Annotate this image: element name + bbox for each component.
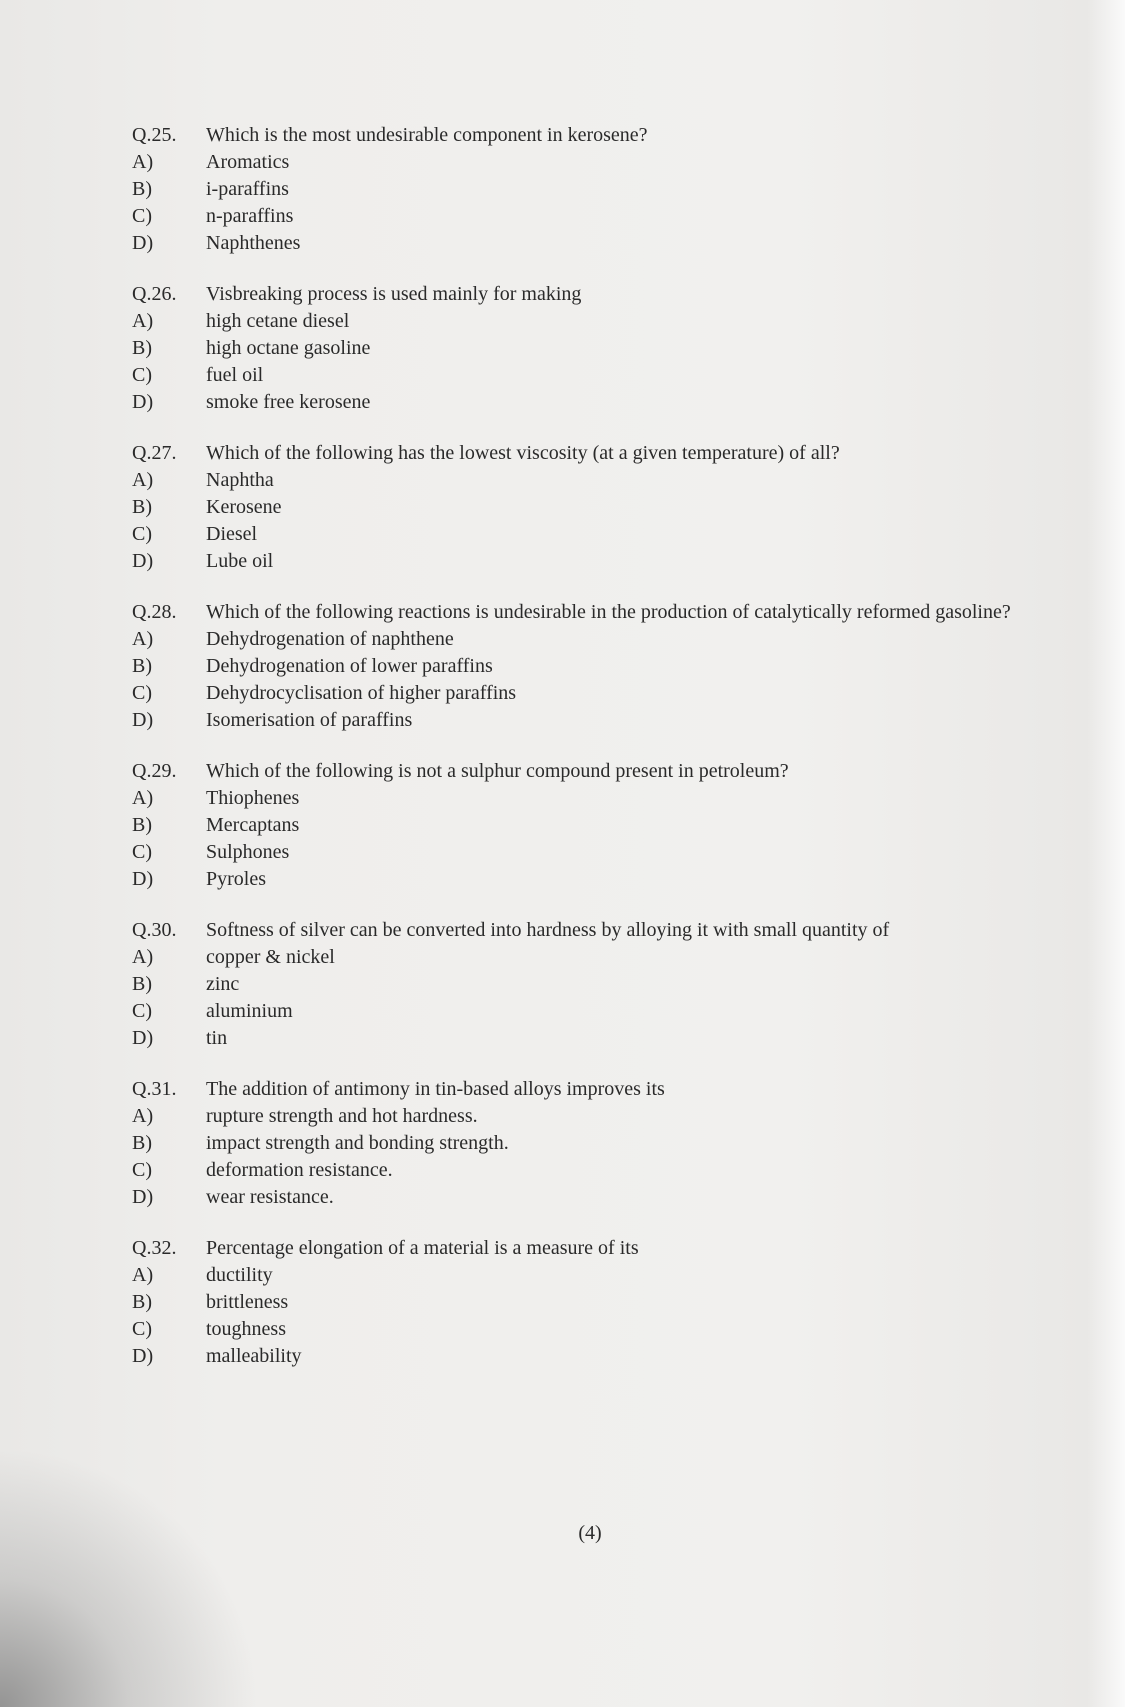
option-c (132, 521, 1082, 548)
option-a (132, 149, 1082, 176)
question-stem (132, 599, 1082, 626)
option-letter: C) (132, 205, 152, 227)
page-edge-highlight (1087, 0, 1125, 1707)
option-b (132, 176, 1082, 203)
option-text: fuel oil (206, 364, 264, 386)
option-text: smoke free kerosene (206, 391, 371, 413)
option-d (132, 1184, 1082, 1211)
option-letter: B) (132, 1291, 152, 1313)
option-a (132, 1103, 1082, 1130)
question-30 (132, 917, 1082, 1052)
option-text: ductility (206, 1264, 273, 1286)
question-31 (132, 1076, 1082, 1211)
question-number: Q.26. (132, 283, 177, 305)
option-text: high octane gasoline (206, 337, 371, 359)
option-letter: C) (132, 682, 152, 704)
option-a (132, 1262, 1082, 1289)
question-number: Q.31. (132, 1078, 177, 1100)
question-number: Q.25. (132, 124, 177, 146)
page-number: (4) (578, 1522, 602, 1544)
question-number: Q.30. (132, 919, 177, 941)
option-letter: C) (132, 1000, 152, 1022)
question-stem (132, 440, 1082, 467)
question-25 (132, 122, 1082, 257)
option-letter: A) (132, 628, 154, 650)
option-letter: C) (132, 841, 152, 863)
option-text: i-paraffins (206, 178, 289, 200)
option-letter: A) (132, 469, 154, 491)
option-text: impact strength and bonding strength. (206, 1132, 509, 1154)
question-number: Q.27. (132, 442, 177, 464)
option-d (132, 1025, 1082, 1052)
question-26 (132, 281, 1082, 416)
option-letter: D) (132, 1345, 154, 1367)
option-c (132, 1157, 1082, 1184)
option-b (132, 971, 1082, 998)
option-c (132, 203, 1082, 230)
option-letter: D) (132, 709, 154, 731)
question-stem (132, 758, 1082, 785)
option-c (132, 839, 1082, 866)
option-d (132, 548, 1082, 575)
option-b (132, 494, 1082, 521)
option-text: brittleness (206, 1291, 289, 1313)
option-text: Dehydrogenation of lower paraffins (206, 655, 493, 677)
option-letter: D) (132, 1027, 154, 1049)
option-letter: D) (132, 868, 154, 890)
question-29 (132, 758, 1082, 893)
question-27 (132, 440, 1082, 575)
question-stem (132, 917, 1082, 944)
option-text: rupture strength and hot hardness. (206, 1105, 478, 1127)
question-list (132, 122, 1082, 1394)
option-text: copper & nickel (206, 946, 335, 968)
option-b (132, 812, 1082, 839)
option-letter: A) (132, 1105, 154, 1127)
option-b (132, 1130, 1082, 1157)
option-b (132, 1289, 1082, 1316)
option-letter: B) (132, 496, 152, 518)
option-text: high cetane diesel (206, 310, 350, 332)
question-text: Softness of silver can be converted into hardness by alloying it with small quantity of (206, 919, 890, 941)
option-c (132, 362, 1082, 389)
question-number: Q.32. (132, 1237, 177, 1259)
option-d (132, 230, 1082, 257)
option-text: Dehydrogenation of naphthene (206, 628, 454, 650)
option-a (132, 467, 1082, 494)
option-text: n-paraffins (206, 205, 294, 227)
option-text: Dehydrocyclisation of higher paraffins (206, 682, 517, 704)
option-text: tin (206, 1027, 228, 1049)
option-a (132, 944, 1082, 971)
question-32 (132, 1235, 1082, 1370)
option-text: Naphthenes (206, 232, 301, 254)
question-text: Which of the following has the lowest viscosity (at a given temperature) of all? (206, 442, 840, 464)
option-letter: A) (132, 946, 154, 968)
option-letter: B) (132, 1132, 152, 1154)
scan-corner-shadow (0, 1447, 260, 1707)
option-text: Diesel (206, 523, 258, 545)
question-text: Which of the following is not a sulphur compound present in petroleum? (206, 760, 789, 782)
option-b (132, 653, 1082, 680)
option-text: Lube oil (206, 550, 274, 572)
question-text: Visbreaking process is used mainly for making (206, 283, 582, 305)
question-number: Q.28. (132, 601, 177, 623)
question-stem (132, 122, 1082, 149)
option-letter: C) (132, 1159, 152, 1181)
option-d (132, 707, 1082, 734)
option-c (132, 1316, 1082, 1343)
option-letter: A) (132, 1264, 154, 1286)
option-letter: D) (132, 232, 154, 254)
question-text: The addition of antimony in tin-based alloys improves its (206, 1078, 665, 1100)
option-text: wear resistance. (206, 1186, 334, 1208)
question-number: Q.29. (132, 760, 177, 782)
option-letter: A) (132, 787, 154, 809)
option-d (132, 866, 1082, 893)
option-letter: D) (132, 1186, 154, 1208)
option-text: Kerosene (206, 496, 282, 518)
question-stem (132, 281, 1082, 308)
option-letter: C) (132, 1318, 152, 1340)
question-28 (132, 599, 1082, 734)
option-text: Pyroles (206, 868, 266, 890)
option-text: Mercaptans (206, 814, 300, 836)
question-text: Which is the most undesirable component in kerosene? (206, 124, 648, 146)
option-a (132, 626, 1082, 653)
option-text: toughness (206, 1318, 286, 1340)
option-text: Sulphones (206, 841, 290, 863)
option-text: aluminium (206, 1000, 293, 1022)
option-letter: B) (132, 178, 152, 200)
option-text: Naphtha (206, 469, 274, 491)
option-a (132, 785, 1082, 812)
option-text: Aromatics (206, 151, 290, 173)
option-letter: B) (132, 814, 152, 836)
option-letter: B) (132, 655, 152, 677)
option-text: Isomerisation of paraffins (206, 709, 413, 731)
question-stem (132, 1076, 1082, 1103)
option-letter: C) (132, 364, 152, 386)
option-letter: C) (132, 523, 152, 545)
question-stem (132, 1235, 1082, 1262)
option-letter: B) (132, 337, 152, 359)
option-c (132, 998, 1082, 1025)
option-text: zinc (206, 973, 240, 995)
option-letter: D) (132, 391, 154, 413)
option-text: deformation resistance. (206, 1159, 393, 1181)
option-text: Thiophenes (206, 787, 300, 809)
option-text: malleability (206, 1345, 302, 1367)
question-text: Which of the following reactions is undesirable in the production of catalytically reformed gasoline? (206, 601, 1011, 623)
option-c (132, 680, 1082, 707)
option-letter: A) (132, 151, 154, 173)
option-a (132, 308, 1082, 335)
option-d (132, 389, 1082, 416)
option-b (132, 335, 1082, 362)
option-letter: A) (132, 310, 154, 332)
option-letter: D) (132, 550, 154, 572)
option-d (132, 1343, 1082, 1370)
question-text: Percentage elongation of a material is a measure of its (206, 1237, 639, 1259)
option-letter: B) (132, 973, 152, 995)
